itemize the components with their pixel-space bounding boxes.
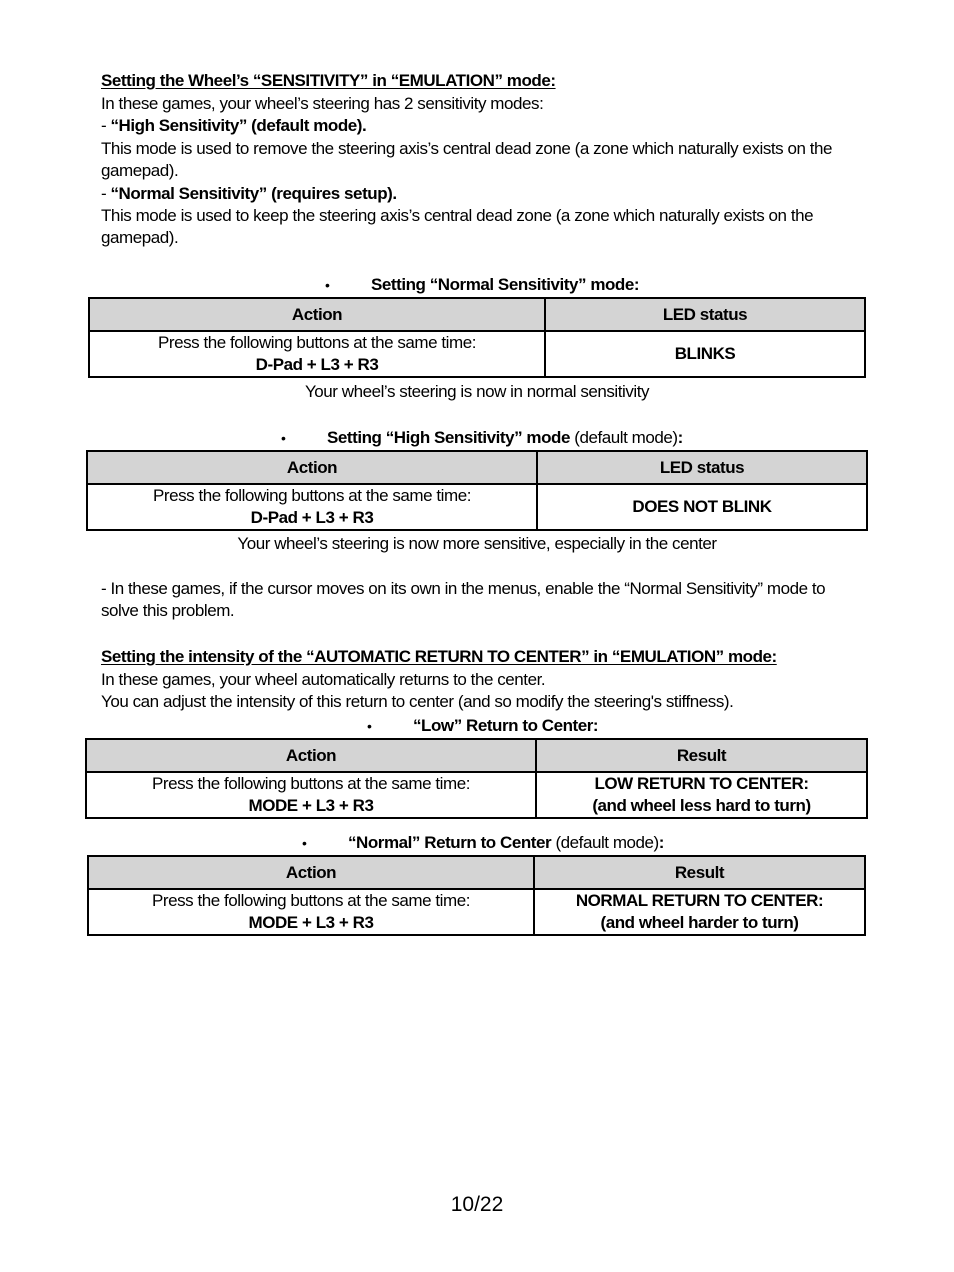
page-number: 10/22 — [450, 1193, 504, 1216]
high-sensitivity-note: Your wheel’s steering is now more sensitive, especially in the center — [237, 534, 717, 553]
action-text: Press the following buttons at the same time: — [152, 486, 472, 505]
column-header-action: Action — [88, 856, 534, 889]
normal-rtc-table — [87, 855, 866, 936]
high-sensitivity-table — [86, 450, 868, 531]
normal-sensitivity-note: Your wheel’s steering is now in normal sensitivity — [304, 382, 650, 401]
list-dash: - — [101, 184, 111, 203]
action-cell — [86, 772, 536, 818]
return-to-center-intro: In these games, your wheel automatically returns to the center. — [101, 670, 546, 689]
button-combo: MODE + L3 + R3 — [248, 913, 374, 932]
column-header-result: Result — [536, 739, 867, 772]
action-text: Press the following buttons at the same time: — [151, 774, 471, 793]
return-to-center-heading: Setting the intensity of the “AUTOMATIC RETURN TO CENTER” in “EMULATION” mode: — [101, 647, 777, 666]
return-to-center-adjust: You can adjust the intensity of this return to center (and so modify the steering's stiffness). — [101, 692, 734, 711]
low-rtc-table-title: • “Low” Return to Center: — [367, 716, 599, 735]
list-dash: - — [101, 116, 111, 135]
led-status-cell: BLINKS — [545, 331, 865, 377]
normal-sensitivity-desc: This mode is used to keep the steering axis’s central dead zone (a zone which naturally exists on the gamepad). — [101, 206, 814, 247]
action-text: Press the following buttons at the same time: — [157, 333, 477, 352]
column-header-led-status: LED status — [537, 451, 867, 484]
sensitivity-intro: In these games, your wheel’s steering has 2 sensitivity modes: — [101, 94, 544, 113]
column-header-action: Action — [87, 451, 537, 484]
high-sensitivity-desc: This mode is used to remove the steering axis’s central dead zone (a zone which naturally exists on the gamepad). — [101, 139, 833, 180]
column-header-action: Action — [86, 739, 536, 772]
result-cell: NORMAL RETURN TO CENTER: (and wheel harder to turn) — [534, 889, 865, 935]
action-cell — [89, 331, 545, 377]
column-header-action: Action — [89, 298, 545, 331]
low-rtc-table — [85, 738, 868, 819]
normal-sensitivity-item — [101, 183, 397, 205]
high-sensitivity-table-title: • Setting “High Sensitivity” mode (default mode): — [281, 428, 683, 447]
normal-sensitivity-table-title: • Setting “Normal Sensitivity” mode: — [325, 275, 640, 294]
high-sensitivity-label: “High Sensitivity” (default mode). — [110, 116, 367, 135]
normal-sensitivity-table — [88, 297, 866, 378]
normal-sensitivity-label: “Normal Sensitivity” (requires setup). — [110, 184, 397, 203]
bullet-icon: • — [302, 835, 307, 851]
bullet-icon: • — [281, 430, 286, 446]
action-cell — [88, 889, 534, 935]
led-status-cell: DOES NOT BLINK — [537, 484, 867, 530]
normal-rtc-table-title: • “Normal” Return to Center (default mode): — [302, 833, 664, 852]
button-combo: MODE + L3 + R3 — [248, 796, 374, 815]
result-cell: LOW RETURN TO CENTER: (and wheel less hard to turn) — [536, 772, 867, 818]
cursor-tip: - In these games, if the cursor moves on its own in the menus, enable the “Normal Sensitivity” mode to solve this problem. — [101, 579, 826, 620]
bullet-icon: • — [367, 718, 372, 734]
button-combo: D-Pad + L3 + R3 — [255, 355, 379, 374]
button-combo: D-Pad + L3 + R3 — [250, 508, 374, 527]
column-header-led-status: LED status — [545, 298, 865, 331]
action-text: Press the following buttons at the same time: — [151, 891, 471, 910]
column-header-result: Result — [534, 856, 865, 889]
bullet-icon: • — [325, 277, 330, 293]
high-sensitivity-item — [101, 115, 366, 137]
sensitivity-heading: Setting the Wheel’s “SENSITIVITY” in “EMULATION” mode: — [101, 71, 556, 90]
action-cell — [87, 484, 537, 530]
